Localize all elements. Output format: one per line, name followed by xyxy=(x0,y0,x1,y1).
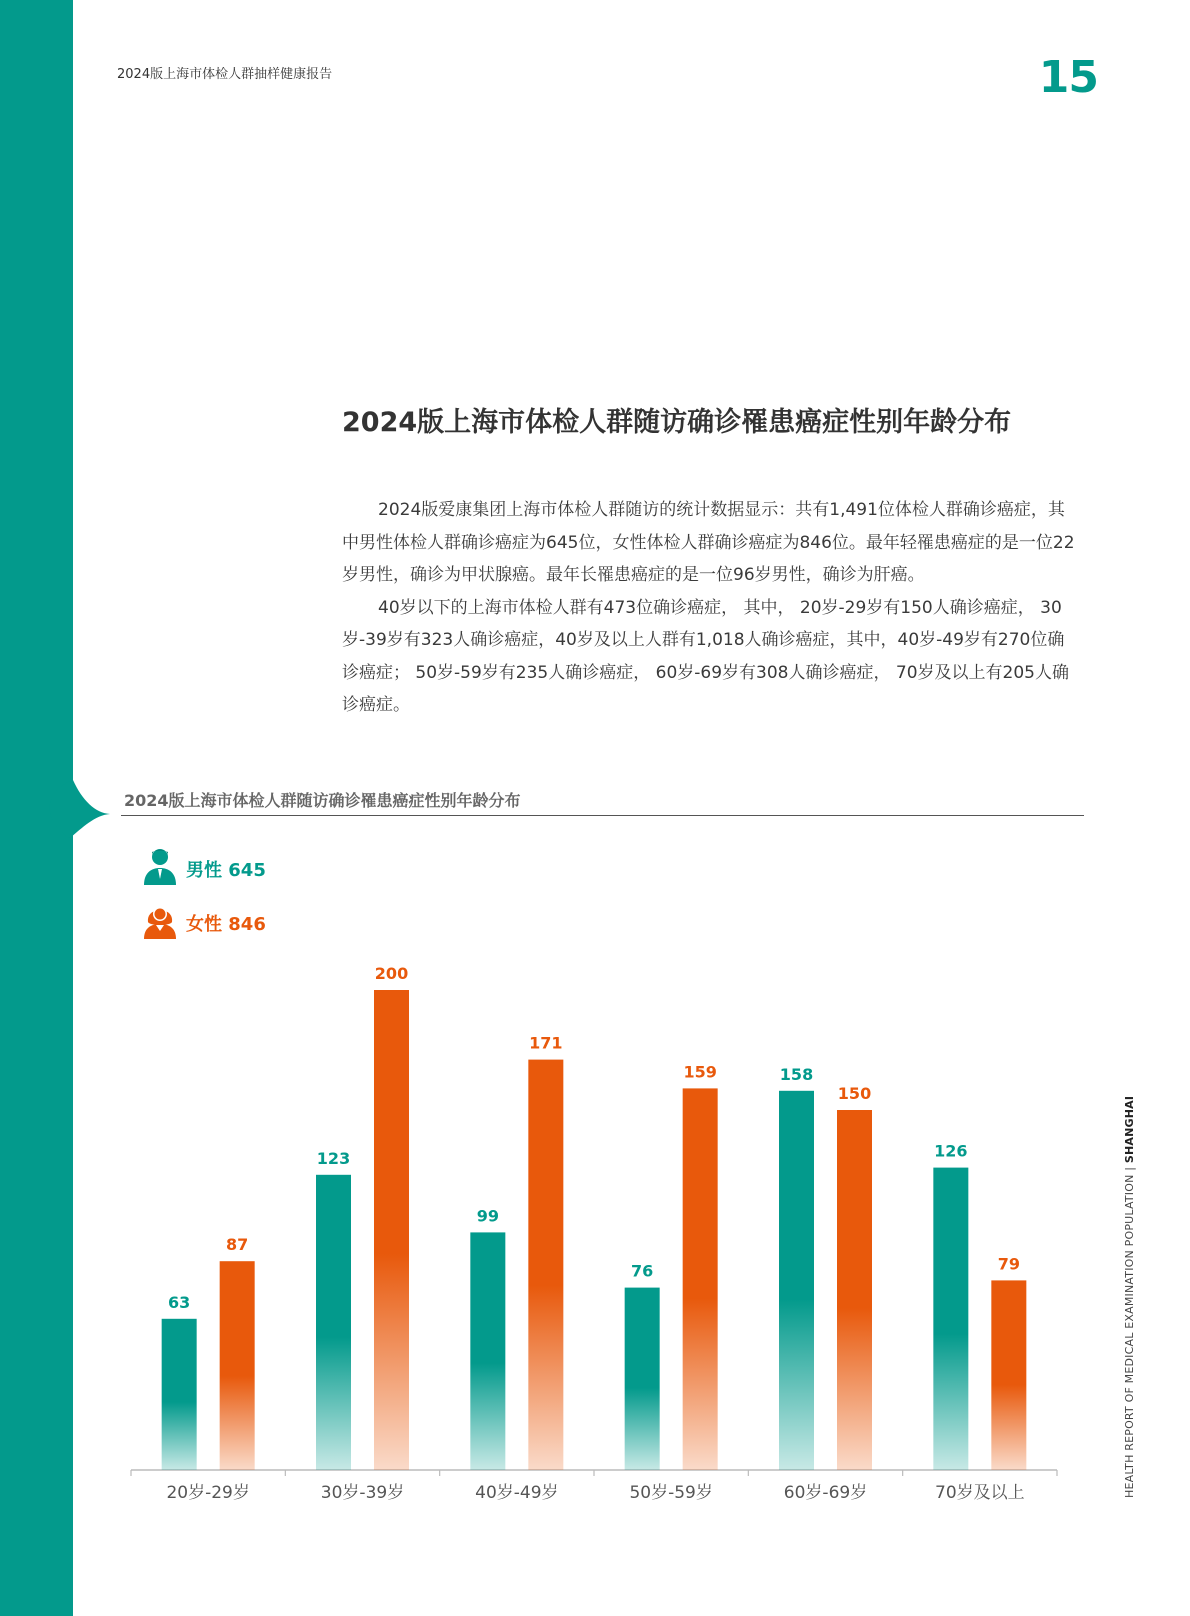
male-bar xyxy=(162,1319,197,1470)
female-value-label: 159 xyxy=(683,1062,717,1082)
x-tick-label: 40岁-49岁 xyxy=(475,1483,559,1503)
female-bar xyxy=(528,1060,563,1470)
female-value-label: 150 xyxy=(837,1084,872,1103)
male-bar xyxy=(779,1091,814,1470)
x-tick-label: 70岁及以上 xyxy=(935,1483,1025,1503)
female-value-label: 79 xyxy=(997,1254,1020,1274)
male-value-label: 76 xyxy=(631,1261,654,1281)
female-bar xyxy=(374,990,409,1470)
side-caption-part2: SHANGHAI xyxy=(1123,1095,1136,1164)
page-title: 2024版上海市体检人群随访确诊罹患癌症性别年龄分布 xyxy=(342,407,1012,438)
section-title: 2024版上海市体检人群随访确诊罹患癌症性别年龄分布 xyxy=(124,791,521,810)
side-caption-separator: | xyxy=(1123,1166,1136,1171)
female-bar xyxy=(683,1088,718,1470)
x-tick-label: 20岁-29岁 xyxy=(166,1483,250,1503)
female-bar xyxy=(991,1280,1026,1470)
female-value-label: 87 xyxy=(226,1235,249,1255)
legend-male-label: 男性 645 xyxy=(186,860,266,881)
male-bar xyxy=(625,1288,660,1470)
running-header: 2024版上海市体检人群抽样健康报告 xyxy=(117,67,333,82)
male-bar xyxy=(470,1232,505,1470)
male-value-label: 123 xyxy=(316,1148,351,1168)
male-value-label: 99 xyxy=(476,1206,499,1226)
female-value-label: 171 xyxy=(529,1033,563,1053)
male-value-label: 126 xyxy=(934,1141,968,1161)
male-bar xyxy=(316,1175,351,1470)
paragraph-1: 2024版爱康集团上海市体检人群随访的统计数据显示：共有1,491位体检人群确诊癌症，其中男性体检人群确诊癌症为645位，女性体检人群确诊癌症为846位。最年轻罹患癌症的是一位22岁男性，确诊为甲状腺癌。最年长罹患癌症的是一位96岁男性，确诊为肝癌。 xyxy=(342,500,1075,585)
side-caption-part1: HEALTH REPORT OF MEDICAL EXAMINATION POPULATION xyxy=(1123,1174,1136,1498)
side-caption xyxy=(1123,1096,1136,1498)
page-number: 15 xyxy=(1038,52,1098,103)
x-tick-label: 30岁-39岁 xyxy=(320,1483,405,1503)
female-bar xyxy=(220,1261,255,1470)
male-value-label: 63 xyxy=(168,1292,191,1312)
female-value-label: 200 xyxy=(374,964,409,983)
male-value-label: 158 xyxy=(779,1064,814,1084)
x-tick-label: 60岁-69岁 xyxy=(783,1483,868,1503)
female-bar xyxy=(837,1110,872,1470)
paragraph-2: 40岁以下的上海市体检人群有473位确诊癌症， 其中， 20岁-29岁有150人确诊癌症， 30岁-39岁有323人确诊癌症，40岁及以上人群有1,018人确诊癌症，其中，40岁-49岁有270位确诊癌症； 50岁-59岁有235人确诊癌症， 60岁-69岁有308人确诊癌症， 70岁及以上有205人确诊癌症。 xyxy=(342,597,1069,715)
x-tick-label: 50岁-59岁 xyxy=(629,1483,713,1503)
legend-female-label: 女性 846 xyxy=(186,914,266,935)
male-bar xyxy=(933,1168,968,1470)
